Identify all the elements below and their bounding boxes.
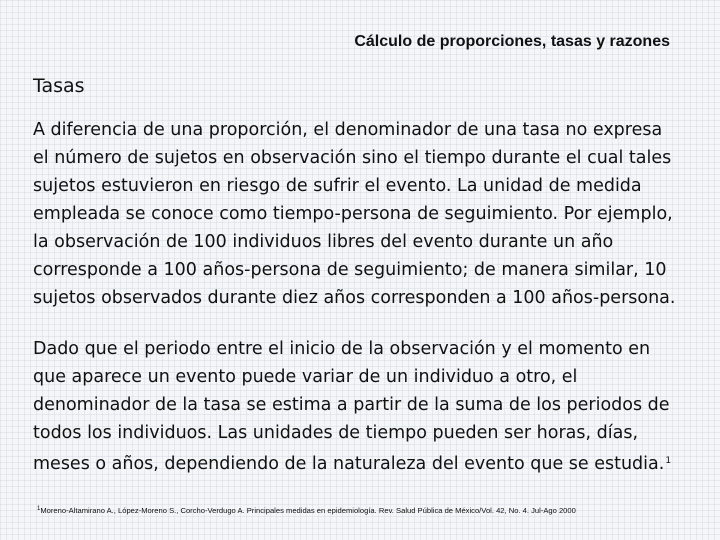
paragraph-rates-denominator — [33, 335, 693, 478]
paragraph-line: la observación de 100 individuos libres del evento durante un año — [33, 232, 614, 252]
footnote — [37, 503, 697, 517]
paragraph-line: corresponde a 100 años-persona de seguimiento; de manera similar, 10 — [33, 260, 667, 280]
paragraph-line: sujetos estuvieron en riesgo de sufrir el evento. La unidad de medida — [33, 176, 642, 196]
paragraph-line: sujetos observados durante diez años corresponden a 100 años-persona. — [33, 288, 676, 308]
page-title: Cálculo de proporciones, tasas y razones — [354, 33, 670, 50]
paragraph-line: todos los individuos. Las unidades de tiempo pueden ser horas, días, — [33, 423, 639, 443]
paragraph-line: el número de sujetos en observación sino el tiempo durante el cual tales — [33, 148, 672, 168]
footnote-reference: 1 — [665, 456, 672, 466]
footnote-mark: 1 — [37, 506, 41, 512]
paragraph-line-text: meses o años, dependiendo de la naturaleza del evento que se estudia. — [33, 454, 665, 474]
paragraph-line: denominador de la tasa se estima a partir de la suma de los periodos de — [33, 395, 670, 415]
footnote-text: Moreno-Altamirano A., López-Moreno S., Corcho-Verdugo A. Principales medidas en epidemiología. Rev. Salud Pública de México/Vol. 42, No. 4. Jul-Ago 2000 — [40, 506, 576, 515]
paragraph-line: A diferencia de una proporción, el denominador de una tasa no expresa — [33, 120, 663, 140]
paragraph-line-last — [33, 447, 693, 478]
paragraph-line: que aparece un evento puede variar de un individuo a otro, el — [33, 367, 578, 387]
paragraph-line: empleada se conoce como tiempo-persona de seguimiento. Por ejemplo, — [33, 204, 673, 224]
paragraph-rates-definition — [33, 116, 693, 312]
section-heading: Tasas — [33, 75, 85, 97]
paragraph-line: Dado que el periodo entre el inicio de la observación y el momento en — [33, 339, 651, 359]
